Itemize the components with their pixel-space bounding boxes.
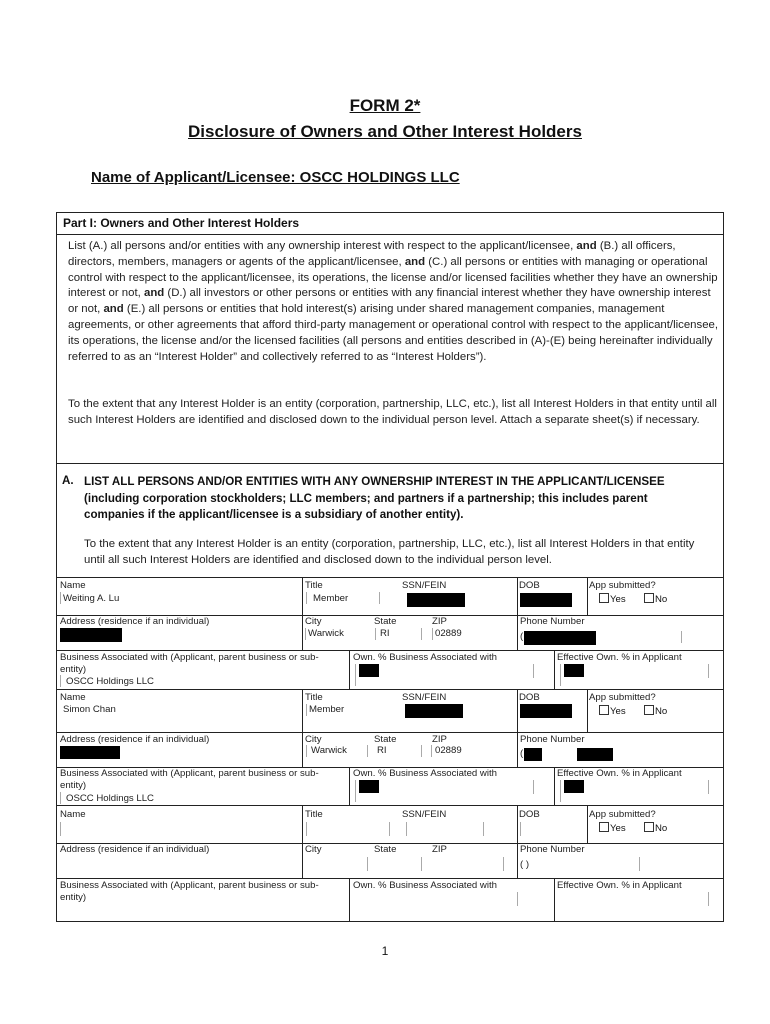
checkbox-icon (644, 822, 654, 832)
title-label: Title (305, 580, 323, 591)
app-submitted-yes[interactable] (599, 822, 626, 834)
section-a-note: To the extent that any Interest Holder is an entity (corporation, partnership, LLC, etc.), list all Interest Holders in that entity until all such Interest Holders are identified and disclosed down to the individual person level. (84, 538, 695, 566)
name-label: Name (60, 692, 86, 703)
own-pct-redacted (359, 780, 379, 793)
eff-own-label: Effective Own. % in Applicant (557, 880, 682, 891)
address-redacted (60, 628, 122, 642)
eff-own-label: Effective Own. % in Applicant (557, 768, 682, 779)
eff-own-redacted (564, 664, 584, 677)
city-label: City (305, 734, 322, 745)
dob-redacted (520, 704, 572, 718)
section-a-heading: LIST ALL PERSONS AND/OR ENTITIES WITH ANY OWNERSHIP INTEREST IN THE APPLICANT/LICENSEE (including corporation stockholders; LLC members; and partners if a partnership; this includes parent companies if the applicant/licensee is a subsidiary of another entity). (84, 475, 665, 521)
state-label: State (374, 844, 397, 855)
entry-3-phone-prefix[interactable]: ( ) (520, 859, 530, 870)
yes-label: Yes (610, 823, 626, 834)
entry-1-name[interactable]: Weiting A. Lu (63, 593, 120, 604)
and-emphasis: and (143, 287, 165, 300)
title-label: Title (305, 809, 323, 820)
part1-text-b: (B.) all officers, directors, members, managers or agents of the applicant/licensee, (68, 240, 676, 268)
address-label: Address (residence if an individual) (60, 734, 210, 745)
app-submitted-label: App submitted? (589, 809, 656, 820)
entry-2-state[interactable]: RI (377, 745, 387, 756)
app-submitted-yes[interactable] (599, 593, 626, 605)
part1-text-d: (D.) all investors or other persons or entities with any financial interest whether they have ownership interest or not, (68, 287, 711, 316)
part1-text-c: (C.) all persons or entities with managing or operational control with respect to the applicant/licensee, its operations, the license and/or licensed facilities whether they have an ownership interest or not, (68, 255, 718, 300)
ssn-label: SSN/FEIN (402, 580, 447, 591)
eff-own-label: Effective Own. % in Applicant (557, 652, 682, 663)
business-label: Business Associated with (Applicant, parent business or sub-entity) (60, 768, 319, 791)
zip-label: ZIP (432, 734, 447, 745)
phone-redacted (577, 748, 613, 761)
part1-heading: Part I: Owners and Other Interest Holders (63, 216, 300, 230)
phone-label: Phone Number (520, 616, 585, 627)
section-a-letter: A. (62, 474, 74, 487)
no-label: No (655, 823, 668, 834)
part1-text-a: List (A.) all persons and/or entities with any ownership interest with respect to the applicant/licensee, (68, 240, 577, 252)
ssn-label: SSN/FEIN (402, 692, 447, 703)
business-label: Business Associated with (Applicant, parent business or sub-entity) (60, 880, 319, 903)
checkbox-icon (644, 593, 654, 603)
app-submitted-no[interactable] (644, 822, 667, 834)
dob-label: DOB (519, 692, 540, 703)
divider (57, 234, 723, 235)
app-submitted-no[interactable] (644, 705, 667, 717)
entry-2-business[interactable]: OSCC Holdings LLC (66, 793, 154, 804)
entry-1-zip[interactable]: 02889 (435, 628, 462, 639)
name-label: Name (60, 580, 86, 591)
checkbox-icon (599, 593, 609, 603)
phone-redacted (524, 631, 596, 645)
no-label: No (655, 706, 668, 717)
yes-label: Yes (610, 594, 626, 605)
applicant-name-line: Name of Applicant/Licensee: OSCC HOLDINGS LLC (91, 169, 460, 186)
part1-paragraph-1 (68, 239, 720, 365)
dob-label: DOB (519, 580, 540, 591)
entry-1-state[interactable]: RI (380, 628, 390, 639)
own-pct-label: Own. % Business Associated with (353, 652, 497, 663)
no-label: No (655, 594, 668, 605)
dob-label: DOB (519, 809, 540, 820)
app-submitted-label: App submitted? (589, 580, 656, 591)
divider (57, 463, 723, 464)
city-label: City (305, 616, 322, 627)
name-label: Name (60, 809, 86, 820)
address-label: Address (residence if an individual) (60, 616, 210, 627)
page-number: 1 (381, 944, 389, 958)
app-submitted-label: App submitted? (589, 692, 656, 703)
address-redacted (60, 746, 120, 759)
zip-label: ZIP (432, 844, 447, 855)
entry-1-business[interactable]: OSCC Holdings LLC (66, 676, 154, 687)
part1-paragraph-2: To the extent that any Interest Holder is an entity (corporation, partnership, LLC, etc.), list all Interest Holders in that entity until all such Interest Holders are identified and disclosed down to the individual person level. Attach a separate sheet(s) if necessary. (68, 398, 717, 426)
own-pct-label: Own. % Business Associated with (353, 768, 497, 779)
city-label: City (305, 844, 322, 855)
part1-text-e: (E.) all persons or entities that hold interest(s) arising under shared management companies, management agreements, or other agreements that afford third-party management or operational control with respect to the applicant/licensee, its operations, the license and/or the licensed facilities (all persons and entities described in (A)-(E) being hereinafter individually referred to as an “Interest Holder” and collectively referred to as “Interest Holders”). (68, 303, 719, 363)
own-pct-label: Own. % Business Associated with (353, 880, 497, 891)
entry-2-city[interactable]: Warwick (311, 745, 347, 756)
and-emphasis: and (576, 240, 597, 252)
yes-label: Yes (610, 706, 626, 717)
form-title: FORM 2* (349, 96, 421, 115)
ssn-redacted (405, 704, 463, 718)
and-emphasis: and (404, 255, 426, 268)
entry-2-name[interactable]: Simon Chan (63, 704, 116, 715)
and-emphasis: and (103, 303, 124, 316)
entry-2-title[interactable]: Member (309, 704, 345, 715)
entry-2-phone-prefix[interactable]: ( (520, 748, 524, 759)
eff-own-redacted (564, 780, 584, 793)
state-label: State (374, 616, 397, 627)
address-label: Address (residence if an individual) (60, 844, 210, 855)
title-label: Title (305, 692, 323, 703)
form-subtitle: Disclosure of Owners and Other Interest Holders (188, 122, 582, 141)
app-submitted-yes[interactable] (599, 705, 626, 717)
state-label: State (374, 734, 397, 745)
ssn-label: SSN/FEIN (402, 809, 447, 820)
checkbox-icon (599, 705, 609, 715)
dob-redacted (520, 593, 572, 607)
phone-label: Phone Number (520, 734, 585, 745)
entry-2-zip[interactable]: 02889 (435, 745, 462, 756)
phone-label: Phone Number (520, 844, 585, 855)
entry-1-title[interactable]: Member (313, 593, 349, 604)
business-label: Business Associated with (Applicant, parent business or sub-entity) (60, 652, 319, 675)
phone-area-redacted (524, 748, 542, 761)
checkbox-icon (644, 705, 654, 715)
table-top-line (57, 577, 723, 578)
checkbox-icon (599, 822, 609, 832)
entry-1-city[interactable]: Warwick (308, 628, 344, 639)
zip-label: ZIP (432, 616, 447, 627)
form-frame (56, 212, 724, 922)
entry-1-phone-prefix[interactable]: ( (520, 631, 524, 642)
app-submitted-no[interactable] (644, 593, 667, 605)
ssn-redacted (407, 593, 465, 607)
own-pct-redacted (359, 664, 379, 677)
